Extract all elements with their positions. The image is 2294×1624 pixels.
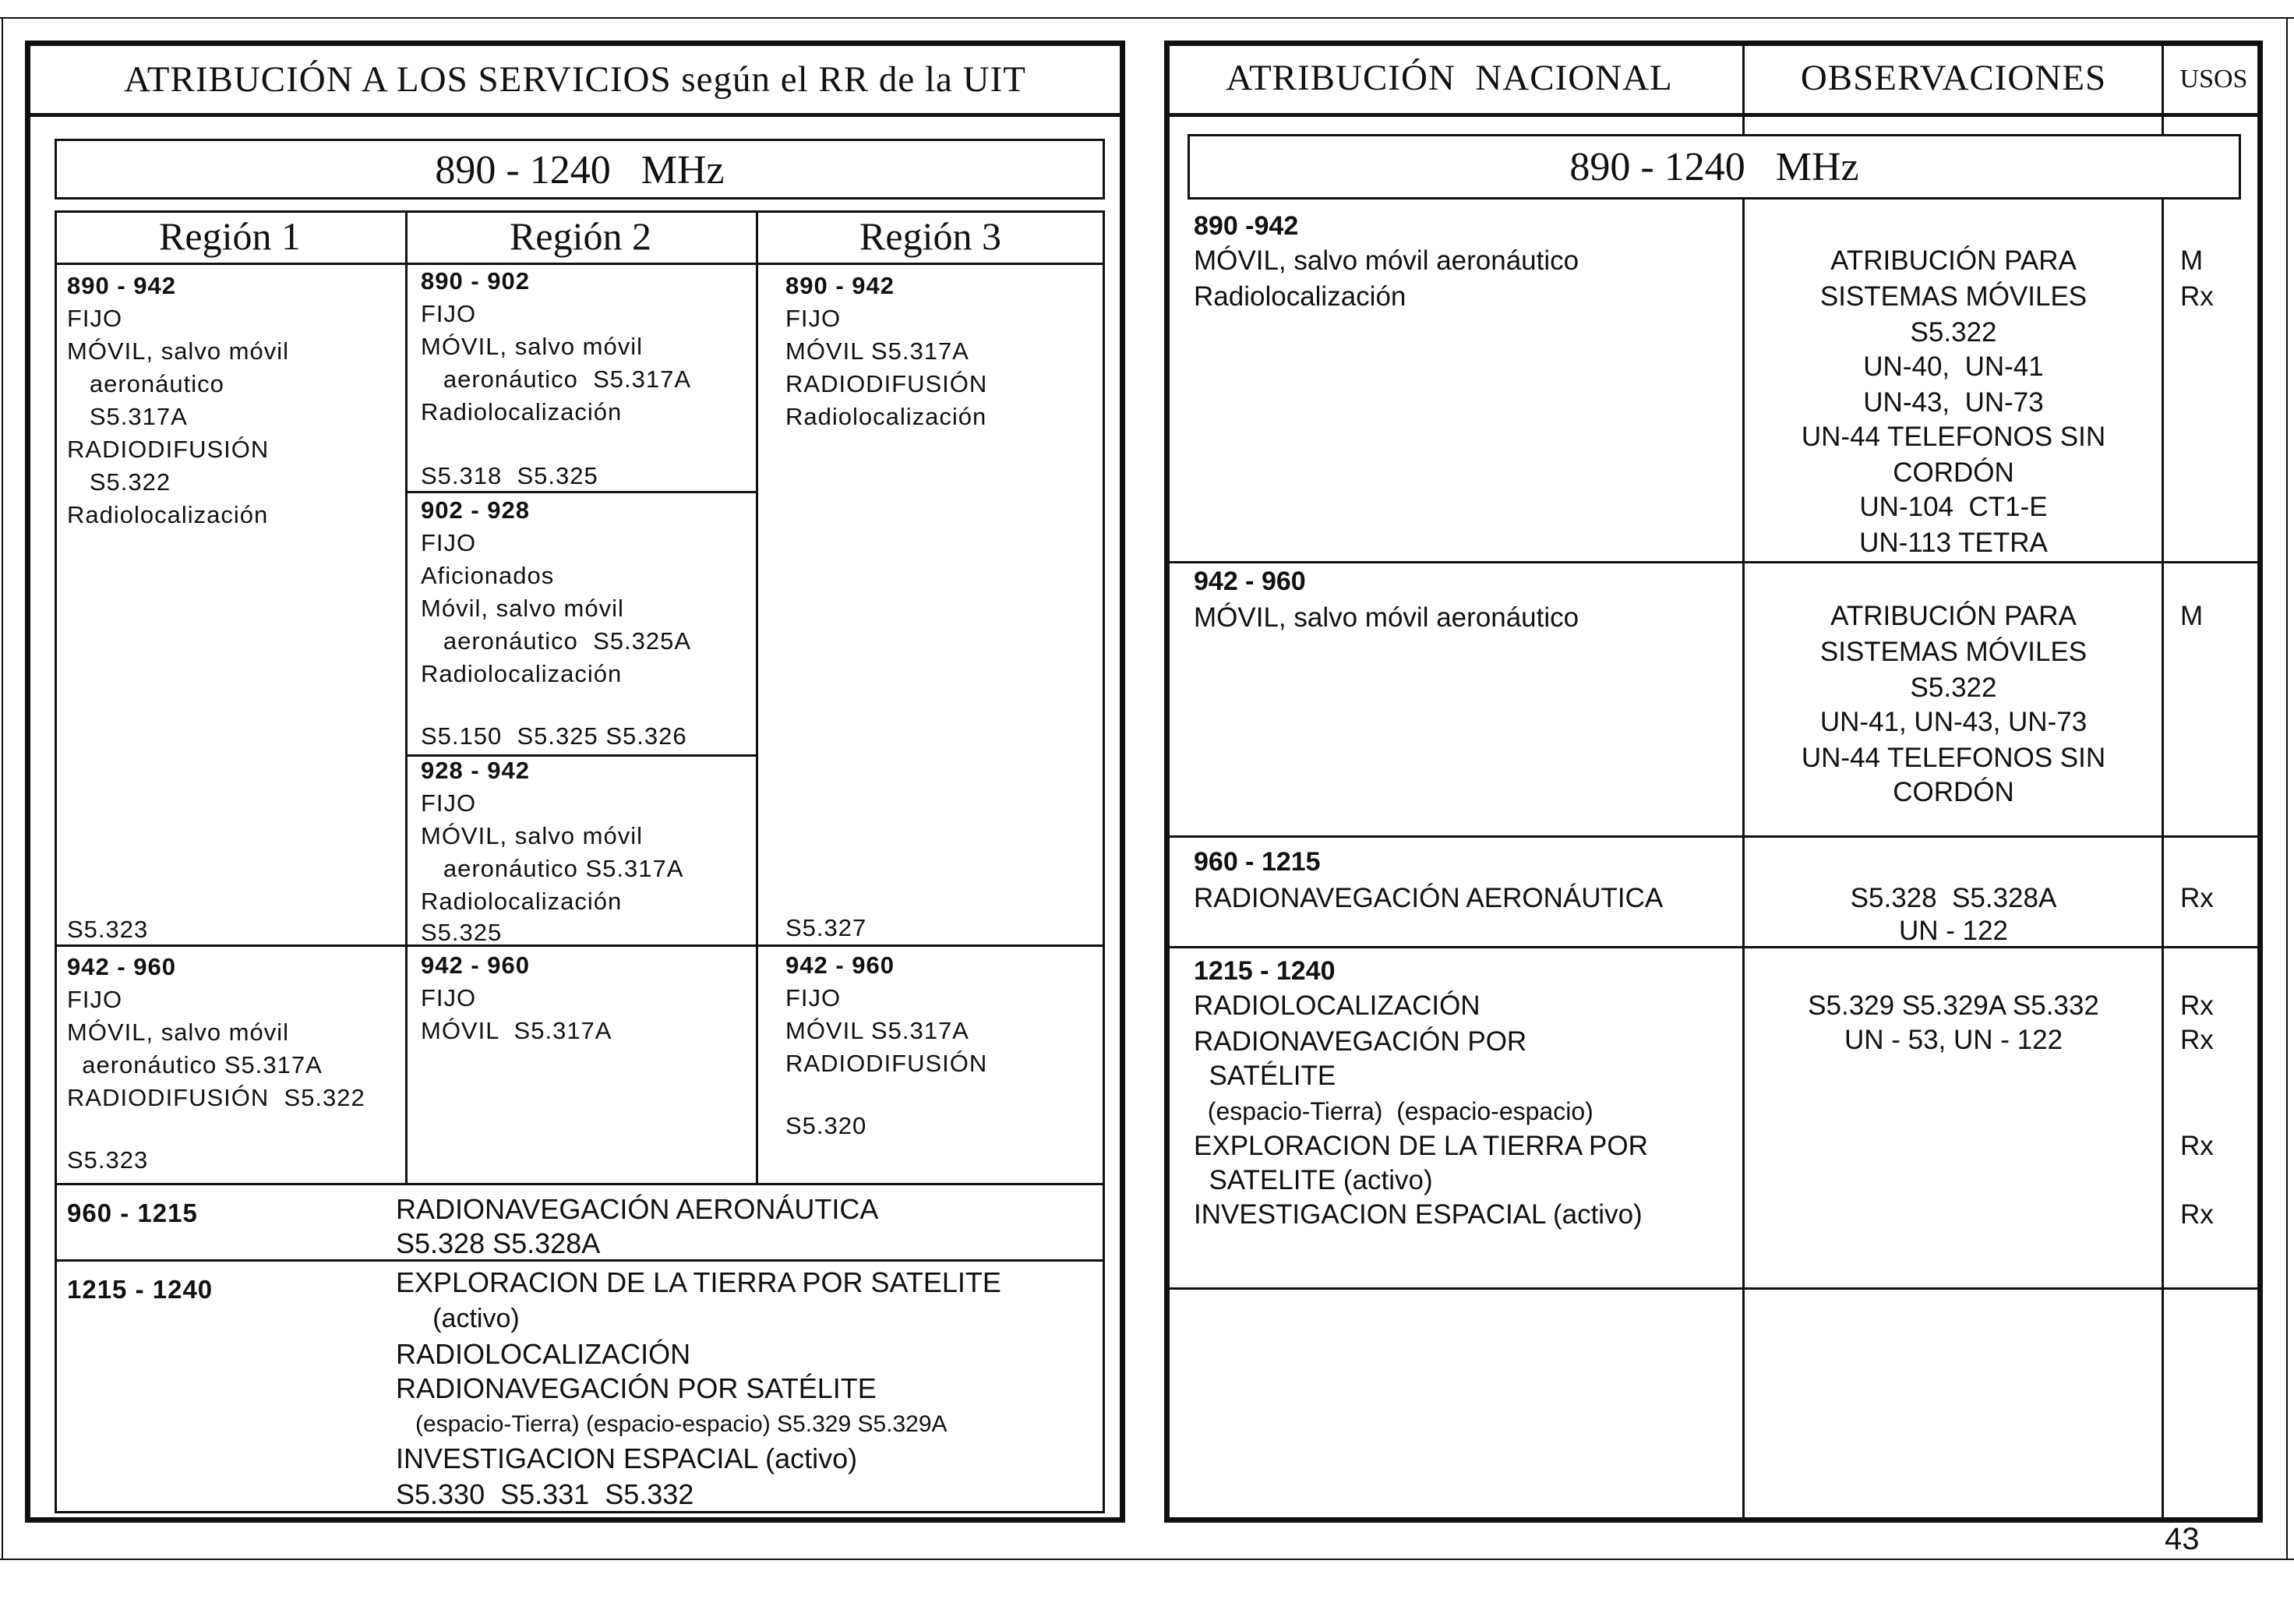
r1-942-line: MÓVIL, salvo móvil [67,1019,290,1046]
region-3-header: Región 3 [859,214,1001,258]
region-col-divider-2 [756,210,758,1184]
r2-890-footnote: S5.318 S5.325 [421,462,598,489]
row960-line: S5.328 S5.328A [396,1227,601,1259]
row1215-line: RADIONAVEGACIÓN POR SATÉLITE [396,1372,877,1404]
nat-890-uso: M [2180,245,2204,276]
r3-890-line: MÓVIL S5.317A [785,337,969,365]
r1-890-band: 890 - 942 [67,272,176,299]
r1-890-line: RADIODIFUSIÓN [67,436,270,463]
r3-942-line: MÓVIL S5.317A [785,1017,969,1044]
nat-row-960-rule [1164,835,2263,838]
r1-942-band: 942 - 960 [67,953,176,980]
r1-890-line: aeronáutico [67,370,224,397]
row1215-line: S5.330 S5.331 S5.332 [396,1478,694,1510]
r3-890-band: 890 - 942 [785,272,895,299]
r1-890-line: MÓVIL, salvo móvil [67,337,290,365]
r2-890-line: MÓVIL, salvo móvil [421,333,644,360]
national-band-label: 890 - 1240 MHz [1569,145,1859,189]
r2-902-line: FIJO [421,529,477,556]
row1215-line: RADIOLOCALIZACIÓN [396,1338,691,1370]
row-960-rule [55,1183,1105,1185]
r1-890-line: FIJO [67,305,123,332]
page-number: 43 [2165,1522,2200,1556]
page-top-rule [0,17,2294,19]
r2-902-band: 902 - 928 [421,496,530,524]
nat-890-obs: UN-43, UN-73 [1863,387,2044,418]
r2-902-line: Aficionados [421,562,555,589]
nat-1215-obs: S5.329 S5.329A S5.332 [1808,990,2099,1021]
page-bottom-rule [0,1559,2294,1560]
r2-928-line: Radiolocalización [421,888,623,915]
r2-902-line: Radiolocalización [421,660,623,687]
r1-890-line: S5.317A [67,403,188,430]
r2-890-band: 890 - 902 [421,267,530,295]
nat-row-942-rule [1164,561,2263,563]
nat-960-alloc: RADIONAVEGACIÓN AERONÁUTICA [1194,883,1664,913]
r2-890-line: Radiolocalización [421,398,623,425]
usos-header: USOS [2179,65,2248,94]
national-col-divider-1 [1742,41,1745,1523]
nat-942-obs: UN-44 TELEFONOS SIN [1801,743,2106,773]
nat-1215-alloc: EXPLORACION DE LA TIERRA POR [1194,1131,1648,1161]
nat-960-band: 960 - 1215 [1194,847,1321,877]
row960-band: 960 - 1215 [67,1199,198,1227]
r3-942-footnote: S5.320 [785,1112,867,1139]
nat-1215-alloc: SATELITE (activo) [1194,1165,1433,1195]
nat-1215-alloc: RADIONAVEGACIÓN POR [1194,1026,1527,1057]
nat-942-obs: S5.322 [1910,673,1997,703]
region-1-header: Región 1 [159,214,301,258]
nat-942-obs: SISTEMAS MÓVILES [1819,637,2088,667]
r3-890-line: RADIODIFUSIÓN [785,370,988,397]
nat-1215-uso: Rx [2180,1025,2214,1055]
nat-1215-obs: UN - 53, UN - 122 [1844,1025,2063,1055]
nat-960-obs: UN - 122 [1898,916,2009,946]
r2-942-band: 942 - 960 [421,951,530,979]
nat-960-uso: Rx [2180,883,2214,913]
nat-1215-alloc: (espacio-Tierra) (espacio-espacio) [1194,1097,1593,1125]
row1215-line: INVESTIGACION ESPACIAL (activo) [396,1442,858,1474]
row1215-line: (espacio-Tierra) (espacio-espacio) S5.329 S5.329A [396,1411,948,1437]
nat-890-uso: Rx [2180,281,2214,312]
r3-890-line: Radiolocalización [785,403,987,430]
national-header-rule [1164,113,2263,117]
nat-942-obs: CORDÓN [1893,777,2014,807]
r1-942-line: RADIODIFUSIÓN S5.322 [67,1084,365,1111]
r2-890-line: aeronáutico S5.317A [421,365,692,393]
nat-890-alloc: MÓVIL, salvo móvil aeronáutico [1194,245,1579,276]
r3-890-footnote: S5.327 [785,914,867,941]
nat-942-obs: ATRIBUCIÓN PARA [1830,601,2077,631]
nat-890-band: 890 -942 [1194,211,1299,241]
nat-890-obs: ATRIBUCIÓN PARA [1830,245,2077,276]
page-left-rule [2,17,3,1560]
nat-890-obs: CORDÓN [1893,457,2014,488]
itu-panel-title: ATRIBUCIÓN A LOS SERVICIOS según el RR de la UIT [124,59,1026,100]
r2-902-line: aeronáutico S5.325A [421,627,692,655]
nat-row-end-rule [1164,1287,2263,1290]
nat-1215-uso: Rx [2180,990,2214,1021]
nat-1215-alloc: INVESTIGACION ESPACIAL (activo) [1194,1199,1643,1230]
r3-942-band: 942 - 960 [785,951,895,979]
nat-1215-band: 1215 - 1240 [1194,956,1336,986]
nat-960-obs: S5.328 S5.328A [1850,883,2057,913]
r1-890-footnote: S5.323 [67,916,149,943]
nat-1215-alloc: SATÉLITE [1194,1061,1336,1091]
nat-942-obs: UN-41, UN-43, UN-73 [1819,707,2088,737]
r1-890-line: Radiolocalización [67,501,269,528]
r2-890-line: FIJO [421,300,477,327]
nat-890-obs: S5.322 [1910,317,1997,348]
nat-1215-alloc: RADIOLOCALIZACIÓN [1194,990,1481,1021]
region-col-divider-1 [405,210,408,1184]
nat-1215-uso: Rx [2180,1199,2214,1230]
r2-928-band: 928 - 942 [421,757,530,784]
itu-band-label: 890 - 1240 MHz [435,148,725,192]
r2-928-line: S5.325 [421,919,503,946]
nat-890-alloc: Radiolocalización [1194,281,1406,312]
national-col-divider-2 [2162,41,2164,1523]
nat-942-band: 942 - 960 [1194,567,1306,596]
r1-942-line: aeronáutico S5.317A [67,1051,323,1079]
nat-890-obs: SISTEMAS MÓVILES [1819,281,2088,312]
r1-942-footnote: S5.323 [67,1146,149,1174]
r2-928-line: FIJO [421,789,477,817]
r2-942-line: FIJO [421,984,477,1011]
region-2-header: Región 2 [510,214,651,258]
nat-890-obs: UN-44 TELEFONOS SIN [1801,422,2106,452]
r2-928-line: aeronáutico S5.317A [421,855,684,882]
nat-942-uso: M [2180,601,2204,631]
nat-1215-uso: Rx [2180,1131,2214,1161]
nat-942-alloc: MÓVIL, salvo móvil aeronáutico [1194,602,1579,633]
nat-890-obs: UN-104 CT1-E [1859,492,2048,522]
r3-942-line: RADIODIFUSIÓN [785,1050,988,1077]
itu-title-rule [25,113,1125,117]
r2-942-line: MÓVIL S5.317A [421,1017,612,1044]
r2-928-line: MÓVIL, salvo móvil [421,822,644,849]
row1215-line: (activo) [396,1304,520,1333]
r3-890-line: FIJO [785,305,842,332]
r1-890-line: S5.322 [67,468,171,496]
row1215-band: 1215 - 1240 [67,1275,214,1304]
row960-line: RADIONAVEGACIÓN AERONÁUTICA [396,1193,879,1225]
nat-890-obs: UN-40, UN-41 [1863,351,2044,382]
row1215-line: EXPLORACION DE LA TIERRA POR SATELITE [396,1266,1001,1298]
r1-942-line: FIJO [67,986,123,1013]
r2-902-line: Móvil, salvo móvil [421,595,624,622]
observations-header: OBSERVACIONES [1800,58,2107,98]
page-right-rule [2286,17,2288,1560]
r3-942-line: FIJO [785,984,842,1011]
nat-890-obs: UN-113 TETRA [1859,528,2048,558]
region-header-rule [55,263,1105,265]
row-942-rule [55,944,1105,947]
national-header: ATRIBUCIÓN NACIONAL [1226,58,1673,98]
r2-902-footnote: S5.150 S5.325 S5.326 [421,722,687,750]
